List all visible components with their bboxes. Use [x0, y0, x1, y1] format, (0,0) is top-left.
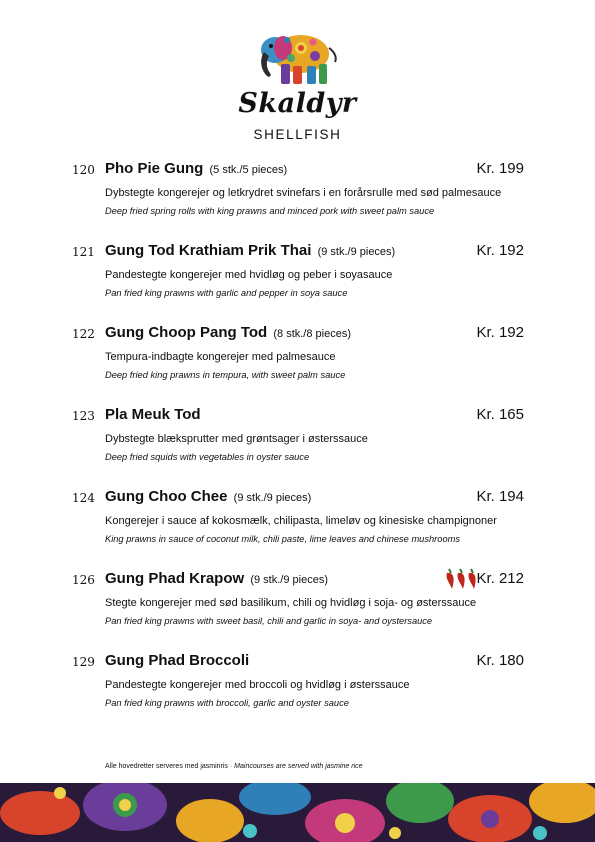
item-quantity: (8 stk./8 pieces): [273, 328, 351, 340]
item-description-danish: Pandestegte kongerejer med hvidløg og peber i soyasauce: [105, 269, 393, 281]
item-price: Kr. 194: [476, 488, 524, 505]
menu-item: [0, 242, 595, 324]
item-number: 121: [72, 245, 95, 259]
menu-item: [0, 160, 595, 242]
item-price: Kr. 192: [476, 242, 524, 259]
item-price: Kr. 165: [476, 406, 524, 423]
item-name: [105, 160, 287, 177]
decorative-floral-pattern: [0, 783, 595, 842]
menu-item: [0, 652, 595, 734]
item-description-english: Deep fried spring rolls with king prawns and minced pork with sweet palm sauce: [105, 206, 435, 216]
item-number: 129: [72, 655, 95, 669]
item-description-danish: Pandestegte kongerejer med broccoli og hvidløg i østerssauce: [105, 679, 410, 691]
item-quantity: (9 stk./9 pieces): [250, 574, 328, 586]
elephant-icon: [255, 26, 339, 88]
footnote: [105, 763, 363, 770]
item-name: [105, 570, 328, 587]
item-quantity: (5 stk./5 pieces): [209, 164, 288, 176]
item-title: Gung Phad Krapow: [105, 570, 245, 587]
item-title: Gung Choo Chee: [105, 488, 228, 505]
item-description-english: Pan fried king prawns with broccoli, garlic and oyster sauce: [105, 698, 349, 708]
item-title: Pho Pie Gung: [105, 160, 204, 177]
item-description-english: Pan fried king prawns with sweet basil, chili and garlic in soya- and oystersauce: [105, 616, 433, 626]
item-description-danish: Dybstegte kongerejer og letkrydret svinefars i en forårsrulle med sød palmesauce: [105, 187, 502, 199]
item-title: Gung Tod Krathiam Prik Thai: [105, 242, 312, 259]
item-description-english: Pan fried king prawns with garlic and pepper in soya sauce: [105, 288, 348, 298]
menu-item: [0, 488, 595, 570]
item-description-danish: Tempura-indbagte kongerejer med palmesauce: [105, 351, 336, 363]
item-price: Kr. 199: [476, 160, 524, 177]
item-description-english: King prawns in sauce of coconut milk, chili paste, lime leaves and chinese mushrooms: [105, 534, 461, 544]
item-description-english: Deep fried king prawns in tempura, with sweet palm sauce: [105, 370, 346, 380]
footnote-da: Alle hovedretter serveres med jasminris: [105, 763, 228, 770]
item-description-danish: Kongerejer i sauce af kokosmælk, chilipasta, limeløv og kinesiske champignoner: [105, 515, 497, 527]
item-quantity: (9 stk./9 pieces): [233, 492, 312, 504]
footnote-en: Maincourses are served with jasmine rice: [234, 763, 363, 770]
menu-item: [0, 570, 595, 652]
item-number: 122: [72, 327, 95, 341]
item-number: 123: [72, 409, 95, 423]
item-name: [105, 406, 201, 423]
item-quantity: (9 stk./9 pieces): [317, 246, 396, 258]
item-price: Kr. 180: [476, 652, 524, 669]
menu-item: [0, 324, 595, 406]
item-number: 120: [72, 163, 95, 177]
item-name: [105, 242, 395, 259]
item-description-english: Deep fried squids with vegetables in oyster sauce: [105, 452, 310, 462]
item-name: [105, 488, 311, 505]
item-description-danish: Stegte kongerejer med sød basilikum, chili og hvidløg i soja- og østerssauce: [105, 597, 477, 609]
item-name: [105, 652, 249, 669]
item-number: 124: [72, 491, 95, 505]
item-title: Pla Meuk Tod: [105, 406, 201, 423]
menu-list: [0, 160, 595, 734]
menu-item: [0, 406, 595, 488]
chili-icon: [443, 567, 477, 591]
footnote-separator: ·: [227, 763, 235, 770]
menu-section-brand: Skaldyr: [238, 88, 357, 119]
item-price: Kr. 192: [476, 324, 524, 341]
item-price: Kr. 212: [476, 570, 524, 587]
item-description-danish: Dybstegte blæksprutter med grøntsager i østerssauce: [105, 433, 368, 445]
menu-section-subtitle: SHELLFISH: [253, 127, 342, 142]
item-title: Gung Choop Pang Tod: [105, 324, 268, 341]
item-name: [105, 324, 351, 341]
item-number: 126: [72, 573, 95, 587]
item-title: Gung Phad Broccoli: [105, 652, 250, 669]
